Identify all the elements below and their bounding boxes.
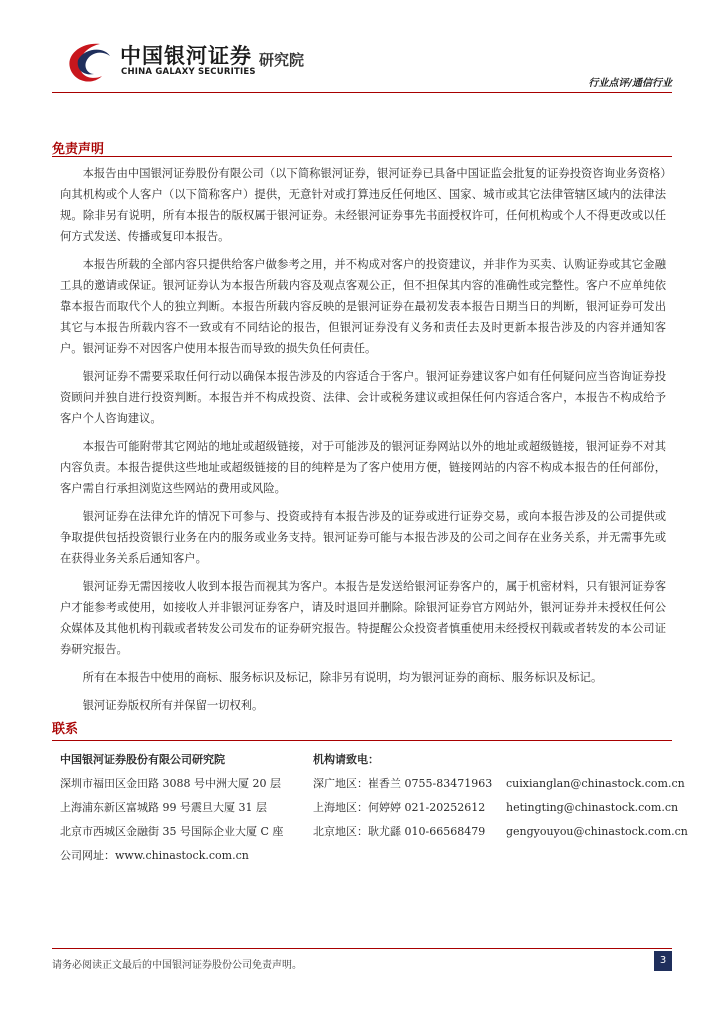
- disclaimer-title: 免责声明: [52, 142, 105, 157]
- address-shanghai: 上海浦东新区富城路 99 号震旦大厦 31 层: [60, 801, 267, 814]
- disclaimer-paragraph: 本报告所载的全部内容只提供给客户做参考之用，并不构成对客户的投资建议，并非作为买卖、认购证券或其它金融工具的邀请或保证。银河证券认为本报告所载内容及观点客观公正，但不担保其内容的准确性或完整性。客户不应单纯依靠本报告而取代个人的独立判断。本报告所载内容反映的是银河证券在最初发表本报告日期当日的判断，银河证券可发出其它与本报告所载内容不一致或有不同结论的报告，但银河证券没有义务和责任去及时更新本报告涉及的内容并通知客户。银河证券不对因客户使用本报告而导致的损失负任何责任。: [60, 258, 666, 355]
- page-header: [0, 0, 724, 100]
- report-category: 行业点评/通信行业: [588, 78, 672, 89]
- disclaimer-paragraph: 本报告可能附带其它网站的地址或超级链接，对于可能涉及的银河证券网站以外的地址或超级链接，银河证券不对其内容负责。本报告提供这些地址或超级链接的目的纯粹是为了客户使用方便，链接网站的内容不构成本报告的任何部份，客户需自行承担浏览这些网站的费用或风险。: [60, 440, 666, 495]
- contact-row: [60, 844, 670, 868]
- disclaimer-paragraph: 银河证券版权所有并保留一切权利。: [82, 699, 264, 712]
- company-name: 中国银河证券股份有限公司研究院: [60, 753, 225, 766]
- disclaimer-paragraph: 本报告由中国银河证券股份有限公司（以下简称银河证券，银河证券已具备中国证监会批复的证券投资咨询业务资格）向其机构或个人客户（以下简称客户）提供，无意针对或打算违反任何地区、国家、城市或其它法律管辖区域内的法律法规。除非另有说明，所有本报告的版权属于银河证券。未经银河证券事先书面授权许可，任何机构或个人不得更改或以任何方式发送、传播或复印本报告。: [60, 167, 666, 243]
- email-link-beijing[interactable]: gengyouyou@chinastock.com.cn: [506, 825, 688, 838]
- contact-row: [60, 772, 685, 796]
- contact-row: [60, 796, 679, 820]
- contact-block: [60, 748, 688, 868]
- disclaimer-body: [60, 163, 666, 723]
- contact-divider: [52, 740, 672, 741]
- disclaimer-divider: [52, 156, 672, 157]
- contact-row: [60, 748, 670, 772]
- email-link-shanghai[interactable]: hetingting@chinastock.com.cn: [506, 801, 679, 814]
- header-divider: [52, 92, 672, 93]
- logo-department: 研究院: [259, 51, 305, 69]
- contact-shenzhen: 深广地区：崔香兰 0755-83471963: [313, 777, 493, 790]
- footer-divider: [52, 948, 672, 949]
- contact-shanghai: 上海地区：何婷婷 021-20252612: [313, 801, 486, 814]
- company-website-link[interactable]: 公司网址：www.chinastock.com.cn: [60, 849, 249, 862]
- page-number-badge: 3: [654, 951, 672, 971]
- contact-beijing: 北京地区：耿尤繇 010-66568479: [313, 825, 486, 838]
- disclaimer-paragraph: 银河证券不需要采取任何行动以确保本报告涉及的内容适合于客户。银河证券建议客户如有任何疑问应当咨询证券投资顾问并独自进行投资判断。本报告并不构成投资、法律、会计或税务建议或担保任何内容适合客户，本报告不构成给予客户个人咨询建议。: [60, 370, 666, 425]
- logo-english-name: CHINA GALAXY SECURITIES: [121, 67, 256, 77]
- inquiry-label: 机构请致电：: [313, 753, 379, 766]
- disclaimer-paragraph: 所有在本报告中使用的商标、服务标识及标记，除非另有说明，均为银河证券的商标、服务标识及标记。: [82, 671, 603, 684]
- address-shenzhen: 深圳市福田区金田路 3088 号中洲大厦 20 层: [60, 777, 281, 790]
- disclaimer-paragraph: 银河证券在法律允许的情况下可参与、投资或持有本报告涉及的证券或进行证券交易，或向本报告涉及的公司提供或争取提供包括投资银行业务在内的服务或业务支持。银河证券可能与本报告涉及的公司之间存在业务关系，并无需事先或在获得业务关系后通知客户。: [60, 510, 666, 565]
- contact-row: [60, 820, 688, 844]
- contact-title: 联系: [52, 722, 79, 737]
- footer-note: 请务必阅读正文最后的中国银河证券股份公司免责声明。: [52, 960, 302, 971]
- galaxy-logo-icon: [64, 38, 114, 84]
- email-link-shenzhen[interactable]: cuixianglan@chinastock.com.cn: [506, 777, 685, 790]
- address-beijing: 北京市西城区金融街 35 号国际企业大厦 C 座: [60, 825, 284, 838]
- disclaimer-paragraph: 银河证券无需因接收人收到本报告而视其为客户。本报告是发送给银河证券客户的，属于机密材料，只有银河证券客户才能参考或使用，如接收人并非银河证券客户，请及时退回并删除。除银河证券官方网站外，银河证券并未授权任何公众媒体及其他机构刊载或者转发公司发布的证券研究报告。特提醒公众投资者慎重使用未经授权刊载或者转发的本公司证券研究报告。: [60, 580, 666, 656]
- logo-chinese-name: 中国银河证券: [120, 44, 252, 68]
